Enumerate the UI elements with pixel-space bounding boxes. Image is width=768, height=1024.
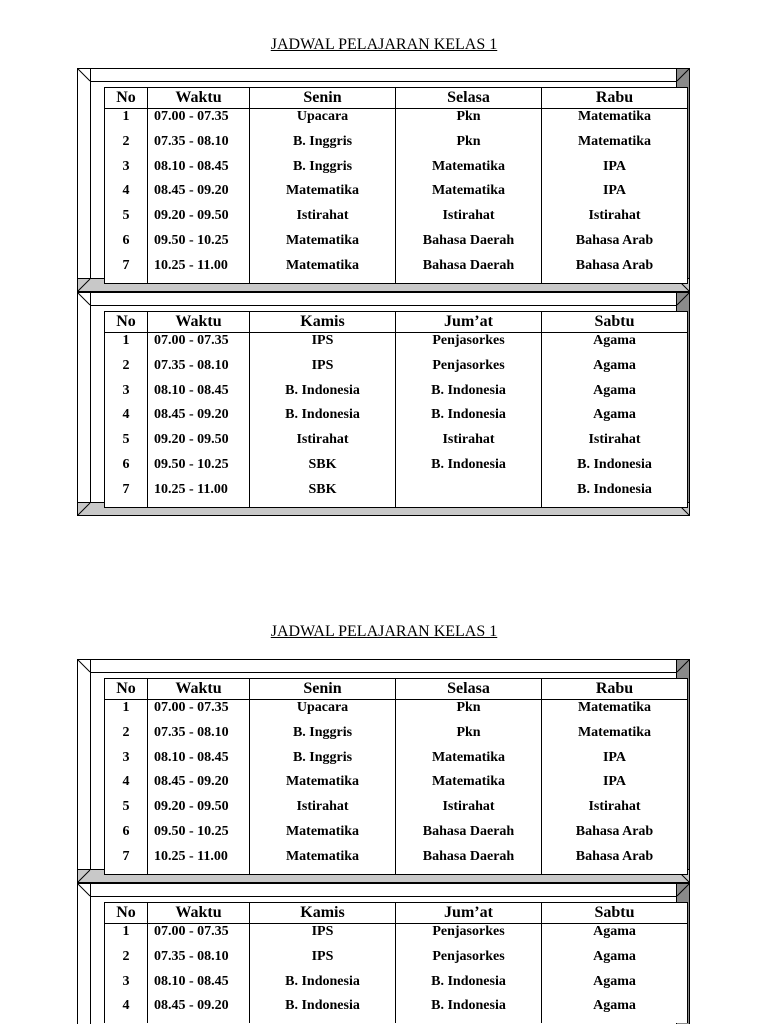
table-row (105, 258, 688, 283)
cell-subject: Istirahat (542, 432, 688, 457)
header-day: Senin (250, 88, 396, 109)
cell-subject (396, 482, 542, 507)
table-row (105, 774, 688, 799)
cell-subject: Penjasorkes (396, 358, 542, 383)
table-row (105, 998, 688, 1023)
cell-subject: Bahasa Daerah (396, 233, 542, 258)
cell-subject: B. Indonesia (396, 383, 542, 408)
cell-subject: IPA (542, 159, 688, 184)
header-row (105, 88, 688, 109)
schedule-frame-mon-wed (77, 659, 690, 883)
cell-subject: Agama (542, 383, 688, 408)
document-title: JADWAL PELAJARAN KELAS 1 (270, 623, 498, 640)
cell-time: 07.00 - 07.35 (148, 924, 250, 949)
cell-subject: B. Indonesia (542, 457, 688, 482)
cell-subject: IPS (250, 949, 396, 974)
cell-subject: Istirahat (396, 208, 542, 233)
cell-time: 09.20 - 09.50 (148, 432, 250, 457)
schedule-frame-mon-wed (77, 68, 690, 292)
cell-subject: B. Inggris (250, 134, 396, 159)
cell-subject: Bahasa Daerah (396, 824, 542, 849)
cell-time: 07.35 - 08.10 (148, 358, 250, 383)
cell-time: 09.50 - 10.25 (148, 233, 250, 258)
table-row (105, 407, 688, 432)
header-no: No (105, 88, 148, 109)
schedule-frame-thu-sat (77, 292, 690, 516)
cell-subject: Pkn (396, 134, 542, 159)
cell-time: 09.20 - 09.50 (148, 208, 250, 233)
cell-subject: Bahasa Arab (542, 258, 688, 283)
cell-subject: B. Indonesia (396, 974, 542, 999)
cell-subject: Bahasa Daerah (396, 258, 542, 283)
cell-subject: Istirahat (250, 208, 396, 233)
cell-subject: Istirahat (542, 208, 688, 233)
table-row (105, 799, 688, 824)
schedule-table (104, 311, 688, 508)
document-title: JADWAL PELAJARAN KELAS 1 (270, 36, 498, 53)
cell-subject: IPS (250, 924, 396, 949)
cell-no: 2 (105, 134, 148, 159)
cell-no: 3 (105, 159, 148, 184)
header-day: Kamis (250, 312, 396, 333)
cell-no: 1 (105, 924, 148, 949)
header-day: Kamis (250, 903, 396, 924)
cell-subject: Matematika (396, 183, 542, 208)
cell-subject: Agama (542, 407, 688, 432)
cell-subject: Matematika (396, 750, 542, 775)
header-day: Jum’at (396, 903, 542, 924)
cell-subject: IPS (250, 358, 396, 383)
cell-subject: Matematika (542, 134, 688, 159)
header-day: Jum’at (396, 312, 542, 333)
cell-subject: B. Indonesia (250, 998, 396, 1023)
cell-no: 2 (105, 949, 148, 974)
cell-time: 08.10 - 08.45 (148, 974, 250, 999)
cell-subject: B. Indonesia (250, 383, 396, 408)
cell-subject: B. Indonesia (250, 407, 396, 432)
cell-subject: Penjasorkes (396, 924, 542, 949)
cell-time: 10.25 - 11.00 (148, 258, 250, 283)
cell-subject: B. Indonesia (396, 998, 542, 1023)
table-row (105, 333, 688, 358)
table-row (105, 457, 688, 482)
header-day: Selasa (396, 679, 542, 700)
cell-subject: B. Indonesia (542, 482, 688, 507)
header-row (105, 312, 688, 333)
table-row (105, 208, 688, 233)
cell-time: 09.50 - 10.25 (148, 824, 250, 849)
table-row (105, 700, 688, 725)
cell-no: 4 (105, 774, 148, 799)
table-row (105, 949, 688, 974)
header-day: Selasa (396, 88, 542, 109)
cell-subject: IPA (542, 774, 688, 799)
cell-no: 6 (105, 457, 148, 482)
header-waktu: Waktu (148, 88, 250, 109)
cell-subject: Matematika (396, 774, 542, 799)
cell-no: 3 (105, 974, 148, 999)
table-row (105, 924, 688, 949)
header-waktu: Waktu (148, 679, 250, 700)
cell-no: 5 (105, 432, 148, 457)
cell-no: 7 (105, 849, 148, 874)
cell-subject: Istirahat (250, 799, 396, 824)
cell-subject: Penjasorkes (396, 333, 542, 358)
cell-subject: Matematika (250, 774, 396, 799)
table-row (105, 109, 688, 134)
cell-subject: Bahasa Daerah (396, 849, 542, 874)
table-row (105, 432, 688, 457)
cell-subject: Matematika (542, 700, 688, 725)
table-row (105, 482, 688, 507)
cell-no: 4 (105, 183, 148, 208)
cell-subject: Upacara (250, 700, 396, 725)
cell-time: 10.25 - 11.00 (148, 849, 250, 874)
cell-time: 10.25 - 11.00 (148, 482, 250, 507)
cell-no: 2 (105, 725, 148, 750)
cell-subject: SBK (250, 457, 396, 482)
header-waktu: Waktu (148, 312, 250, 333)
cell-subject: IPA (542, 750, 688, 775)
schedule-table (104, 678, 688, 875)
cell-subject: Matematika (542, 725, 688, 750)
cell-subject: Istirahat (542, 799, 688, 824)
cell-no: 4 (105, 998, 148, 1023)
cell-subject: Bahasa Arab (542, 849, 688, 874)
cell-subject: Pkn (396, 725, 542, 750)
header-waktu: Waktu (148, 903, 250, 924)
cell-time: 08.45 - 09.20 (148, 998, 250, 1023)
cell-subject: B. Inggris (250, 159, 396, 184)
cell-time: 08.10 - 08.45 (148, 159, 250, 184)
cell-no: 3 (105, 750, 148, 775)
cell-subject: Matematika (542, 109, 688, 134)
cell-no: 7 (105, 258, 148, 283)
cell-subject: Matematika (250, 849, 396, 874)
cell-subject: IPS (250, 333, 396, 358)
header-day: Rabu (542, 88, 688, 109)
cell-subject: Pkn (396, 109, 542, 134)
table-row (105, 974, 688, 999)
cell-time: 08.10 - 08.45 (148, 383, 250, 408)
table-row (105, 358, 688, 383)
cell-subject: Matematika (250, 824, 396, 849)
header-no: No (105, 679, 148, 700)
cell-no: 5 (105, 799, 148, 824)
schedule-table (104, 87, 688, 284)
cell-subject: Matematika (250, 258, 396, 283)
cell-no: 6 (105, 233, 148, 258)
header-row (105, 679, 688, 700)
cell-subject: Agama (542, 949, 688, 974)
table-row (105, 159, 688, 184)
cell-subject: B. Inggris (250, 725, 396, 750)
cell-subject: Upacara (250, 109, 396, 134)
header-no: No (105, 312, 148, 333)
cell-subject: Bahasa Arab (542, 233, 688, 258)
cell-no: 1 (105, 700, 148, 725)
cell-time: 08.45 - 09.20 (148, 407, 250, 432)
cell-subject: B. Inggris (250, 750, 396, 775)
cell-time: 07.00 - 07.35 (148, 109, 250, 134)
cell-subject: Agama (542, 998, 688, 1023)
table-row (105, 725, 688, 750)
table-row (105, 750, 688, 775)
cell-subject: Agama (542, 333, 688, 358)
header-day: Sabtu (542, 903, 688, 924)
cell-no: 1 (105, 333, 148, 358)
cell-subject: B. Indonesia (250, 974, 396, 999)
table-row (105, 183, 688, 208)
table-row (105, 233, 688, 258)
cell-time: 07.00 - 07.35 (148, 333, 250, 358)
cell-subject: B. Indonesia (396, 407, 542, 432)
header-row (105, 903, 688, 924)
header-day: Sabtu (542, 312, 688, 333)
cell-subject: Pkn (396, 700, 542, 725)
cell-no: 2 (105, 358, 148, 383)
header-no: No (105, 903, 148, 924)
schedule-frame-thu-sat (77, 883, 690, 1024)
cell-subject: Matematika (250, 233, 396, 258)
cell-no: 4 (105, 407, 148, 432)
cell-subject: B. Indonesia (396, 457, 542, 482)
cell-time: 07.35 - 08.10 (148, 134, 250, 159)
cell-time: 09.50 - 10.25 (148, 457, 250, 482)
table-row (105, 849, 688, 874)
cell-subject: Istirahat (396, 432, 542, 457)
cell-time: 07.35 - 08.10 (148, 725, 250, 750)
cell-no: 5 (105, 208, 148, 233)
cell-no: 3 (105, 383, 148, 408)
cell-subject: Agama (542, 358, 688, 383)
cell-subject: IPA (542, 183, 688, 208)
header-day: Rabu (542, 679, 688, 700)
schedule-table (104, 902, 688, 1023)
table-row (105, 134, 688, 159)
cell-subject: Matematika (250, 183, 396, 208)
cell-time: 07.35 - 08.10 (148, 949, 250, 974)
cell-subject: Bahasa Arab (542, 824, 688, 849)
cell-subject: Agama (542, 924, 688, 949)
cell-time: 08.10 - 08.45 (148, 750, 250, 775)
cell-time: 08.45 - 09.20 (148, 774, 250, 799)
cell-subject: SBK (250, 482, 396, 507)
header-day: Senin (250, 679, 396, 700)
cell-subject: Istirahat (396, 799, 542, 824)
cell-time: 07.00 - 07.35 (148, 700, 250, 725)
cell-time: 09.20 - 09.50 (148, 799, 250, 824)
cell-no: 6 (105, 824, 148, 849)
cell-subject: Istirahat (250, 432, 396, 457)
cell-subject: Penjasorkes (396, 949, 542, 974)
table-row (105, 824, 688, 849)
table-row (105, 383, 688, 408)
cell-subject: Agama (542, 974, 688, 999)
cell-no: 1 (105, 109, 148, 134)
cell-subject: Matematika (396, 159, 542, 184)
cell-no: 7 (105, 482, 148, 507)
cell-time: 08.45 - 09.20 (148, 183, 250, 208)
